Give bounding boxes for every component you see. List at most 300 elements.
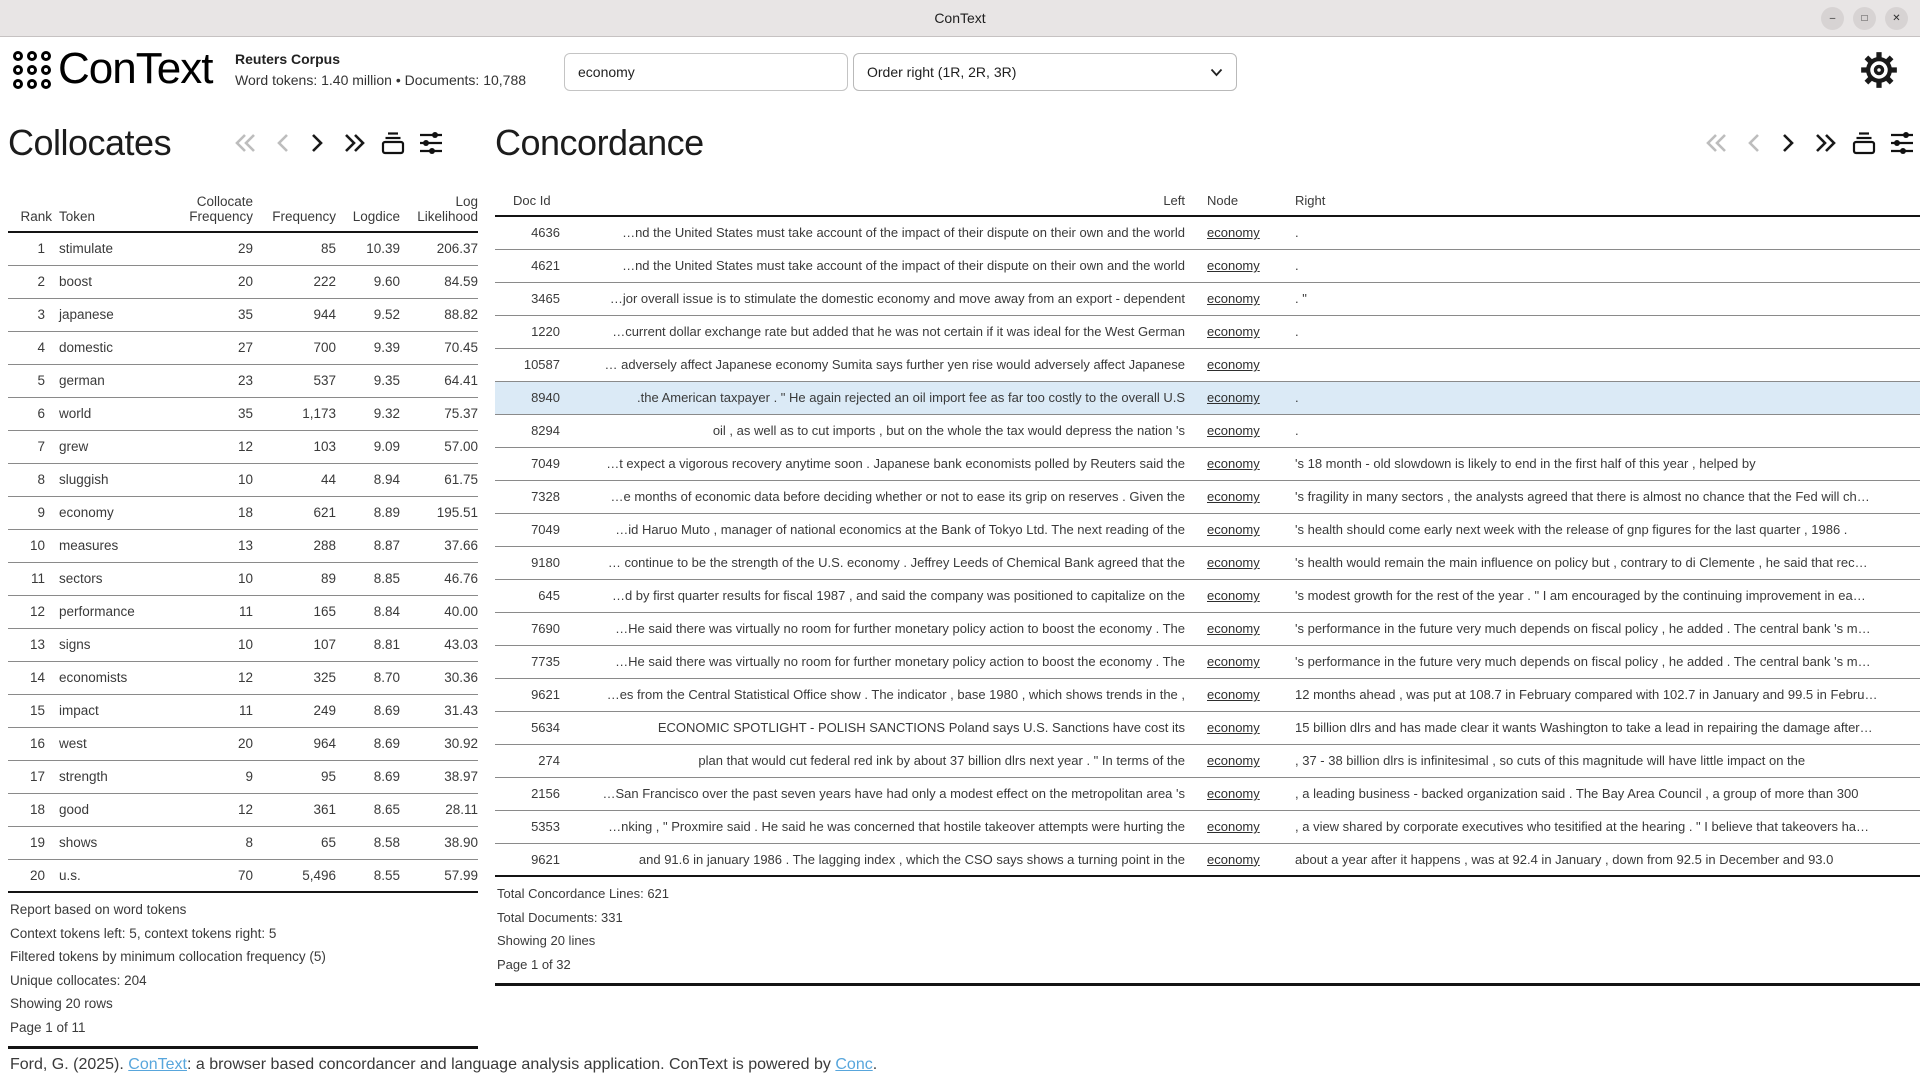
gear-icon	[1858, 49, 1900, 91]
log-likelihood-cell: 43.03	[444, 637, 478, 652]
right-context-cell: 15 billion dlrs and has made clear it wants Washington to take a lead in repairing the damage after…	[1295, 720, 1873, 735]
node-link[interactable]: economy	[1207, 357, 1260, 372]
doc-id-cell: 645	[538, 588, 560, 603]
concordance-row[interactable]	[495, 579, 1920, 612]
left-context-cell: …current dollar exchange rate but added that he was not certain if it was ideal for the West German	[612, 324, 1185, 339]
rank-cell: 1	[37, 241, 45, 257]
doc-id-cell: 8940	[531, 390, 560, 405]
node-cell	[1185, 810, 1290, 843]
collocates-row[interactable]	[8, 760, 478, 793]
frequency-cell: 103	[313, 439, 336, 454]
concordance-pager	[1702, 129, 1916, 157]
node-cell	[1185, 513, 1290, 546]
right-context-cell: 's health should come early next week with the release of gnp figures for the last quarter , 1986 .	[1295, 522, 1848, 537]
citation-footer	[10, 1056, 877, 1074]
concordance-row[interactable]	[495, 645, 1920, 678]
collocates-row[interactable]	[8, 430, 478, 463]
node-cell	[1185, 843, 1290, 876]
citation-text: : a browser based concordancer and language analysis application. ConText is powered by	[186, 1056, 836, 1073]
node-cell	[1185, 744, 1290, 777]
doc-id-cell: 1220	[531, 324, 560, 339]
concordance-summary	[495, 877, 1920, 986]
collocate-frequency-cell: 12	[237, 439, 253, 454]
concordance-row[interactable]	[495, 414, 1920, 447]
node-cell	[1185, 348, 1290, 381]
collocates-row[interactable]	[8, 562, 478, 595]
log-likelihood-cell: 46.76	[444, 571, 478, 586]
rank-cell: 15	[29, 703, 45, 718]
collocate-frequency-cell: 10	[237, 637, 253, 652]
left-context-cell: oil , as well as to cut imports , but on the whole the tax would depress the nation 's	[712, 423, 1185, 438]
frequency-cell: 89	[320, 571, 336, 586]
left-context-cell: … adversely affect Japanese economy Sumita says further yen rise would adversely affect Japanese	[604, 357, 1185, 372]
node-link[interactable]: economy	[1207, 456, 1260, 471]
node-cell	[1185, 414, 1290, 447]
node-link[interactable]: economy	[1207, 522, 1260, 537]
right-context-cell: . "	[1295, 291, 1307, 306]
concordance-row[interactable]	[495, 315, 1920, 348]
collocate-frequency-cell: 29	[237, 241, 253, 257]
frequency-cell: 85	[320, 241, 336, 257]
logdice-cell: 8.81	[373, 637, 400, 652]
col-log-likelihood: Log Likelihood	[417, 194, 478, 224]
concordance-settings-button[interactable]	[1888, 129, 1916, 157]
order-select[interactable]	[853, 53, 1237, 91]
collocates-settings-button[interactable]	[417, 129, 445, 157]
logdice-cell: 10.39	[366, 241, 400, 257]
node-cell	[1185, 678, 1290, 711]
frequency-cell: 95	[320, 769, 336, 784]
right-context-cell: 's fragility in many sectors , the analysts agreed that there is almost no chance that the Fed will ch…	[1295, 489, 1870, 504]
concordance-row[interactable]	[495, 546, 1920, 579]
summary-line: Showing 20 rows	[10, 996, 113, 1011]
node-link[interactable]: economy	[1207, 324, 1260, 339]
node-link[interactable]: economy	[1207, 753, 1260, 768]
rank-cell: 20	[29, 867, 45, 883]
collocates-row[interactable]	[8, 727, 478, 760]
logdice-cell: 9.35	[373, 373, 400, 388]
node-link[interactable]: economy	[1207, 225, 1260, 241]
concordance-first-page-button[interactable]	[1702, 129, 1732, 157]
collocates-header-row	[8, 120, 478, 166]
left-context-cell: …d by first quarter results for fiscal 1987 , and said the company was positioned to capitalize on the	[611, 588, 1185, 603]
collocates-row[interactable]	[8, 364, 478, 397]
rank-cell: 3	[37, 307, 45, 322]
window-controls	[1821, 7, 1908, 30]
left-context-cell: …nd the United States must take account of the impact of their dispute on their own and the world	[622, 258, 1185, 273]
concordance-row[interactable]	[495, 447, 1920, 480]
rank-cell: 8	[37, 472, 45, 487]
concordance-row[interactable]	[495, 480, 1920, 513]
log-likelihood-cell: 28.11	[445, 802, 478, 817]
right-context-cell: , a view shared by corporate executives who tesitified at the hearing . " I believe that takeovers ha…	[1295, 819, 1870, 834]
node-link[interactable]: economy	[1207, 819, 1260, 834]
conc-link[interactable]: Conc	[835, 1056, 873, 1073]
token-cell: stimulate	[59, 241, 114, 257]
col-frequency: Frequency	[272, 209, 336, 224]
logdice-cell: 8.89	[373, 505, 400, 520]
token-cell: sluggish	[59, 472, 109, 487]
node-cell	[1185, 645, 1290, 678]
token-cell: performance	[59, 604, 135, 619]
search-input[interactable]	[564, 53, 848, 91]
summary-line: Page 1 of 11	[10, 1019, 86, 1035]
doc-id-cell: 7049	[531, 522, 560, 537]
doc-id-cell: 5634	[531, 720, 560, 735]
concordance-row[interactable]	[495, 744, 1920, 777]
node-cell	[1185, 612, 1290, 645]
node-cell	[1185, 216, 1290, 249]
node-link[interactable]: economy	[1207, 291, 1260, 306]
collocates-row[interactable]	[8, 496, 478, 529]
concordance-row[interactable]	[495, 381, 1920, 414]
logdice-cell: 9.52	[373, 307, 400, 322]
log-likelihood-cell: 38.90	[444, 835, 478, 850]
right-context-cell: , a leading business - backed organization said . The Bay Area Council , a group of more than 300	[1295, 786, 1859, 801]
token-cell: economy	[59, 505, 114, 520]
titlebar	[0, 0, 1920, 37]
chevron-left-icon	[271, 129, 295, 157]
rank-cell: 17	[29, 769, 45, 784]
settings-button[interactable]	[1858, 49, 1900, 91]
doc-id-cell: 2156	[531, 786, 560, 801]
frequency-cell: 222	[313, 274, 336, 289]
token-cell: shows	[59, 835, 98, 850]
left-context-cell: …es from the Central Statistical Office show . The indicator , base 1980 , which shows trends in the ,	[606, 687, 1185, 702]
collocate-frequency-cell: 18	[237, 505, 253, 520]
frequency-cell: 325	[313, 670, 336, 685]
node-link[interactable]: economy	[1207, 654, 1260, 669]
window-title: ConText	[934, 10, 986, 26]
node-link[interactable]: economy	[1207, 423, 1260, 438]
token-cell: world	[59, 406, 92, 421]
logdice-cell: 9.32	[373, 406, 400, 421]
double-chevron-left-icon	[1702, 129, 1732, 157]
right-context-cell: .	[1295, 423, 1299, 438]
log-likelihood-cell: 61.75	[444, 472, 478, 487]
right-context-cell: .	[1295, 225, 1299, 241]
logdice-cell: 8.65	[373, 802, 400, 817]
concordance-title: Concordance	[495, 122, 704, 163]
context-link[interactable]: ConText	[128, 1056, 187, 1073]
concordance-row[interactable]	[495, 678, 1920, 711]
log-likelihood-cell: 206.37	[436, 241, 478, 257]
col-token: Token	[59, 209, 96, 224]
collocates-row[interactable]	[8, 628, 478, 661]
token-cell: impact	[59, 703, 99, 718]
collocate-frequency-cell: 20	[237, 274, 253, 289]
doc-id-cell: 10587	[523, 357, 560, 372]
summary-line: Total Concordance Lines: 621	[497, 886, 670, 901]
frequency-cell: 107	[313, 637, 336, 652]
node-cell	[1185, 381, 1290, 414]
right-context-cell: 's performance in the future very much depends on fiscal policy , he added . The central bank 's m…	[1295, 654, 1871, 669]
logdice-cell: 9.09	[373, 439, 400, 454]
frequency-cell: 1,173	[302, 406, 336, 421]
doc-id-cell: 9180	[531, 555, 560, 570]
rank-cell: 6	[37, 406, 45, 421]
collocates-row[interactable]	[8, 298, 478, 331]
node-link[interactable]: economy	[1207, 258, 1260, 273]
rank-cell: 12	[29, 604, 45, 619]
concordance-row[interactable]	[495, 348, 1920, 381]
app-logo-icon	[13, 51, 51, 89]
concordance-row[interactable]	[495, 843, 1920, 876]
concordance-row[interactable]	[495, 513, 1920, 546]
node-cell	[1185, 711, 1290, 744]
frequency-cell: 165	[313, 604, 336, 619]
collocates-pager	[231, 129, 445, 157]
collocates-row[interactable]	[8, 793, 478, 826]
left-context-cell: …San Francisco over the past seven years have had only a modest effect on the metropolitan area 's	[602, 786, 1185, 801]
collocates-table	[8, 168, 478, 893]
token-cell: strength	[59, 769, 108, 784]
collocates-row[interactable]	[8, 232, 478, 265]
collocate-frequency-cell: 9	[245, 769, 253, 784]
left-context-cell: …nking , " Proxmire said . He said he was concerned that hostile takeover attempts were hurting the	[608, 819, 1185, 834]
left-context-cell: … continue to be the strength of the U.S. economy . Jeffrey Leeds of Chemical Bank agreed that the	[607, 555, 1185, 570]
logdice-cell: 9.39	[373, 340, 400, 355]
chevron-left-icon	[1742, 129, 1766, 157]
collocate-frequency-cell: 35	[237, 406, 253, 421]
right-context-cell: 's performance in the future very much depends on fiscal policy , he added . The central bank 's m…	[1295, 621, 1871, 636]
node-link[interactable]: economy	[1207, 555, 1260, 570]
collocates-row[interactable]	[8, 595, 478, 628]
logdice-cell: 8.85	[373, 571, 400, 586]
sliders-icon	[1888, 129, 1916, 157]
collocate-frequency-cell: 10	[237, 472, 253, 487]
log-likelihood-cell: 195.51	[436, 505, 478, 520]
collocate-frequency-cell: 35	[237, 307, 253, 322]
frequency-cell: 700	[313, 340, 336, 355]
collocates-row[interactable]	[8, 694, 478, 727]
token-cell: economists	[59, 670, 128, 685]
rank-cell: 4	[37, 340, 45, 355]
rank-cell: 16	[29, 736, 45, 751]
right-context-cell: .	[1295, 324, 1299, 339]
app-wordmark: ConText	[58, 44, 213, 93]
log-likelihood-cell: 31.43	[444, 703, 478, 718]
right-context-cell: .	[1295, 390, 1299, 405]
token-cell: sectors	[59, 571, 103, 586]
node-link[interactable]: economy	[1207, 588, 1260, 603]
collocates-last-page-button[interactable]	[339, 129, 369, 157]
concordance-row[interactable]	[495, 216, 1920, 249]
left-context-cell: …jor overall issue is to stimulate the domestic economy and move away from an export - dependent	[609, 291, 1185, 306]
right-context-cell: 's health would remain the main influence on policy but , contrary to di Clemente , he said that rec…	[1295, 555, 1868, 570]
col-logdice: Logdice	[352, 209, 400, 224]
log-likelihood-cell: 57.99	[444, 867, 478, 883]
frequency-cell: 288	[313, 538, 336, 553]
doc-id-cell: 9621	[531, 851, 560, 867]
concordance-next-page-button[interactable]	[1776, 129, 1800, 157]
right-context-cell: , 37 - 38 billion dlrs is infinitesimal , so cuts of this magnitude will have little impact on the	[1295, 753, 1806, 768]
rank-cell: 10	[29, 538, 45, 553]
concordance-row[interactable]	[495, 810, 1920, 843]
app-header	[0, 38, 1920, 114]
rank-cell: 7	[37, 439, 45, 454]
left-context-cell: plan that would cut federal red ink by about 37 billion dlrs next year . " In terms of the	[698, 753, 1185, 768]
token-cell: west	[59, 736, 87, 751]
node-link[interactable]: economy	[1207, 489, 1260, 504]
left-context-cell: …nd the United States must take account of the impact of their dispute on their own and the world	[622, 225, 1185, 241]
concordance-row[interactable]	[495, 612, 1920, 645]
doc-id-cell: 7690	[531, 621, 560, 636]
collocate-frequency-cell: 8	[245, 835, 253, 850]
token-cell: boost	[59, 274, 93, 289]
concordance-export-button[interactable]	[1850, 129, 1878, 157]
minimize-button[interactable]: –	[1821, 7, 1844, 30]
collocates-row[interactable]	[8, 826, 478, 859]
doc-id-cell: 4621	[531, 258, 560, 273]
node-link[interactable]: economy	[1207, 720, 1260, 735]
left-context-cell: …He said there was virtually no room for further monetary policy action to boost the economy . The	[615, 654, 1185, 669]
collocates-prev-page-button[interactable]	[271, 129, 295, 157]
concordance-row[interactable]	[495, 249, 1920, 282]
concordance-header	[495, 168, 1920, 216]
collocates-summary	[8, 893, 478, 1049]
token-cell: japanese	[59, 307, 114, 322]
collocates-row[interactable]	[8, 661, 478, 694]
token-cell: domestic	[59, 340, 114, 355]
collocates-row[interactable]	[8, 265, 478, 298]
right-context-cell: 's 18 month - old slowdown is likely to end in the first half of this year , helped by	[1295, 456, 1756, 471]
log-likelihood-cell: 88.82	[444, 307, 478, 322]
concordance-row[interactable]	[495, 777, 1920, 810]
collocates-panel	[8, 120, 478, 1049]
node-cell	[1185, 579, 1290, 612]
log-likelihood-cell: 30.92	[444, 736, 478, 751]
chevron-right-icon	[1776, 129, 1800, 157]
collocates-next-page-button[interactable]	[305, 129, 329, 157]
col-node: Node	[1207, 193, 1239, 208]
log-likelihood-cell: 70.45	[444, 340, 478, 355]
left-context-cell: …t expect a vigorous recovery anytime soon . Japanese bank economists polled by Reuters said the	[606, 456, 1185, 471]
rank-cell: 13	[29, 637, 45, 652]
close-button[interactable]: ✕	[1885, 7, 1908, 30]
col-collocate-frequency: Collocate Frequency	[189, 194, 253, 224]
chevron-down-icon	[1210, 68, 1223, 77]
token-cell: good	[59, 802, 90, 817]
frequency-cell: 5,496	[302, 867, 336, 883]
left-context-cell: …e months of economic data before deciding whether or not to ease its grip on reserves . Given the	[610, 489, 1185, 504]
frequency-cell: 621	[313, 505, 336, 520]
collocate-frequency-cell: 11	[238, 604, 253, 619]
doc-id-cell: 4636	[531, 225, 560, 241]
logdice-cell: 9.60	[373, 274, 400, 289]
right-context-cell	[1290, 348, 1920, 381]
collocate-frequency-cell: 70	[237, 867, 253, 883]
frequency-cell: 964	[313, 736, 336, 751]
logdice-cell: 8.55	[373, 867, 400, 883]
doc-id-cell: 3465	[531, 291, 560, 306]
summary-line: Page 1 of 32	[497, 956, 571, 972]
collocate-frequency-cell: 20	[237, 736, 253, 751]
logdice-cell: 8.70	[373, 670, 400, 685]
frequency-cell: 537	[313, 373, 336, 388]
node-link[interactable]: economy	[1207, 621, 1260, 636]
collocate-frequency-cell: 12	[237, 802, 253, 817]
collocates-title: Collocates	[8, 122, 172, 163]
node-cell	[1185, 282, 1290, 315]
col-rank: Rank	[20, 209, 52, 224]
archive-icon	[379, 129, 407, 157]
doc-id-cell: 9621	[531, 687, 560, 702]
rank-cell: 18	[29, 802, 45, 817]
doc-id-cell: 7049	[531, 456, 560, 471]
concordance-prev-page-button[interactable]	[1742, 129, 1766, 157]
logdice-cell: 8.87	[373, 538, 400, 553]
doc-id-cell: 274	[538, 753, 560, 768]
left-context-cell: .the American taxpayer . " He again rejected an oil import fee as far too costly to the overall U.S	[637, 390, 1185, 405]
corpus-name: Reuters Corpus	[235, 51, 341, 67]
logdice-cell: 8.58	[373, 835, 400, 850]
order-select-value: Order right (1R, 2R, 3R)	[867, 64, 1017, 80]
doc-id-cell: 5353	[531, 819, 560, 834]
node-link[interactable]: economy	[1207, 786, 1260, 801]
node-link[interactable]: economy	[1207, 687, 1260, 702]
col-right: Right	[1295, 193, 1326, 208]
node-link[interactable]: economy	[1207, 390, 1260, 405]
node-cell	[1185, 546, 1290, 579]
col-doc-id: Doc Id	[513, 193, 551, 208]
rank-cell: 2	[37, 274, 45, 289]
log-likelihood-cell: 38.97	[444, 769, 478, 784]
left-context-cell: and 91.6 in january 1986 . The lagging index , which the CSO says shows a turning point in the	[638, 851, 1185, 867]
left-context-cell: …id Haruo Muto , manager of national economics at the Bank of Tokyo Ltd. The next reading of the	[615, 522, 1185, 537]
maximize-button[interactable]: □	[1853, 7, 1876, 30]
doc-id-cell: 7328	[531, 489, 560, 504]
corpus-info	[235, 51, 526, 88]
collocates-row[interactable]	[8, 463, 478, 496]
logdice-cell: 8.69	[373, 736, 400, 751]
concordance-last-page-button[interactable]	[1810, 129, 1840, 157]
double-chevron-right-icon	[1810, 129, 1840, 157]
collocate-frequency-cell: 13	[237, 538, 253, 553]
concordance-row[interactable]	[495, 711, 1920, 744]
right-context-cell: 's modest growth for the rest of the year . " I am encouraged by the continuing improvement in ea…	[1295, 588, 1866, 603]
log-likelihood-cell: 64.41	[444, 373, 478, 388]
collocates-export-button[interactable]	[379, 129, 407, 157]
doc-id-cell: 7735	[531, 654, 560, 669]
collocates-first-page-button[interactable]	[231, 129, 261, 157]
summary-line: Report based on word tokens	[10, 902, 187, 917]
rank-cell: 11	[30, 571, 45, 586]
token-cell: u.s.	[59, 867, 81, 883]
logdice-cell: 8.69	[373, 769, 400, 784]
doc-id-cell: 8294	[531, 423, 560, 438]
logdice-cell: 8.94	[373, 472, 400, 487]
col-left: Left	[1163, 193, 1185, 208]
right-context-cell: about a year after it happens , was at 92.4 in January , down from 92.5 in December and 93.0	[1295, 851, 1834, 867]
collocate-frequency-cell: 12	[237, 670, 253, 685]
concordance-row[interactable]	[495, 282, 1920, 315]
corpus-stats: Word tokens: 1.40 million • Documents: 10,788	[235, 72, 527, 88]
concordance-panel	[495, 120, 1920, 986]
collocates-row[interactable]	[8, 331, 478, 364]
logdice-cell: 8.84	[373, 604, 400, 619]
frequency-cell: 944	[313, 307, 336, 322]
left-context-cell: …He said there was virtually no room for further monetary policy action to boost the economy . The	[615, 621, 1185, 636]
double-chevron-left-icon	[231, 129, 261, 157]
token-cell: grew	[59, 439, 89, 454]
collocates-row[interactable]	[8, 529, 478, 562]
collocates-row[interactable]	[8, 397, 478, 430]
right-context-cell: 12 months ahead , was put at 108.7 in February compared with 102.7 in January and 99.5 in Febru…	[1295, 687, 1878, 702]
left-context-cell: ECONOMIC SPOTLIGHT - POLISH SANCTIONS Poland says U.S. Sanctions have cost its	[657, 720, 1185, 735]
collocates-row[interactable]	[8, 859, 478, 892]
node-link[interactable]: economy	[1207, 851, 1260, 867]
